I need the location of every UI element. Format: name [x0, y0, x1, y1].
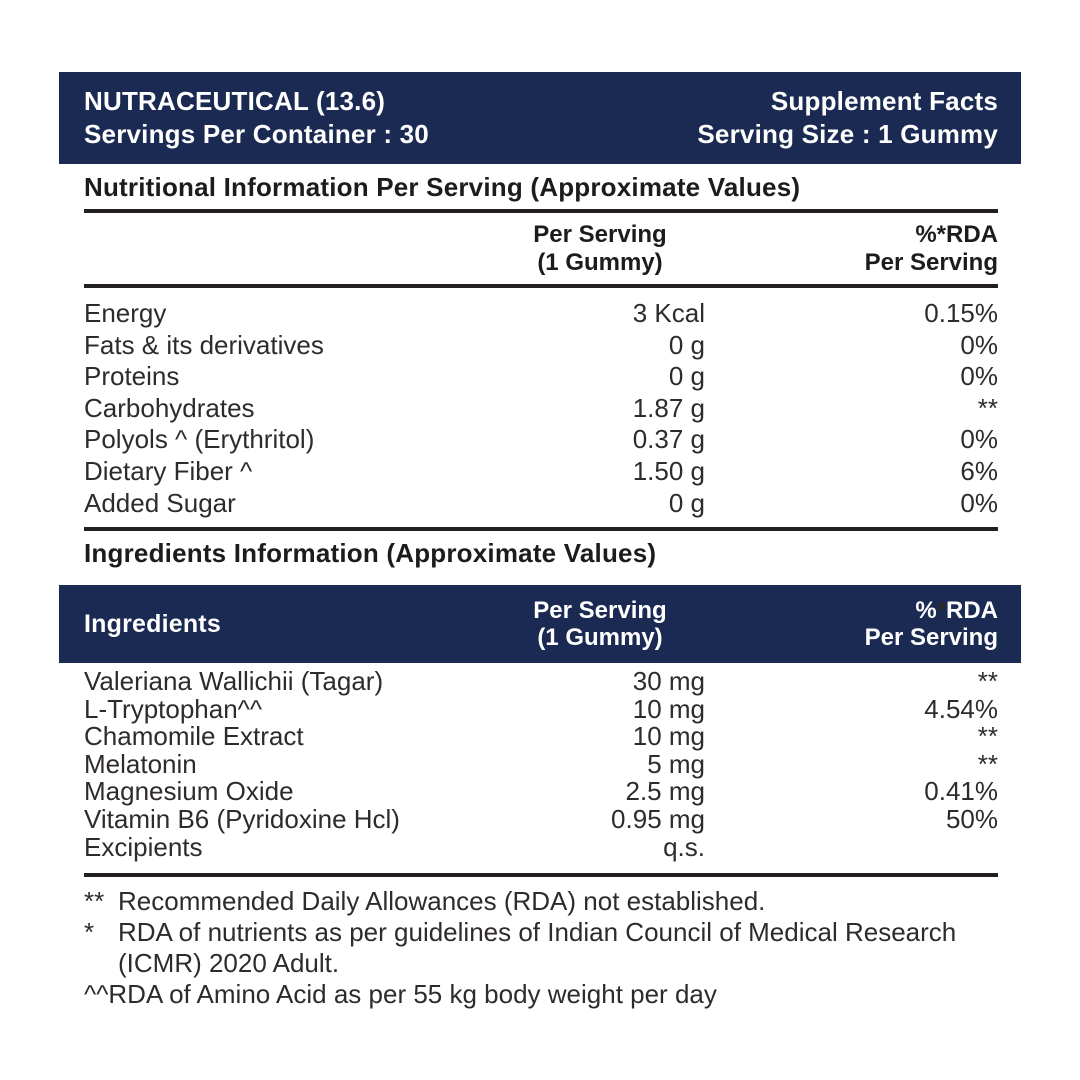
table-row — [84, 393, 998, 425]
footnote-icmr-guidelines — [84, 917, 998, 979]
table-row — [84, 693, 998, 724]
table-row — [84, 803, 998, 834]
rda-header-line1 — [705, 221, 998, 249]
nutrient-amount: 1.87 g — [632, 392, 705, 423]
supplement-facts-title: Supplement Facts — [770, 86, 998, 116]
rda-label: RDA — [946, 597, 998, 624]
ingredients-table-header-band — [59, 585, 1021, 663]
ingredient-label: Vitamin B6 (Pyridoxine Hcl) — [84, 803, 400, 834]
ingredient-amount: 5 mg — [647, 748, 705, 779]
ingredients-table-body — [84, 668, 998, 861]
table-row — [84, 361, 998, 393]
one-gummy-label: (1 Gummy) — [537, 249, 663, 276]
footnote-text — [118, 917, 998, 979]
ingredient-label: L-Tryptophan^^ — [84, 693, 263, 724]
nutrient-amount: 0.37 g — [632, 424, 705, 455]
nutrient-amount: 0 g — [668, 329, 705, 360]
ingredient-label: Chamomile Extract — [84, 721, 304, 752]
nutrient-amount: 3 Kcal — [632, 298, 705, 328]
table-row — [84, 778, 998, 806]
divider-rule — [84, 209, 998, 213]
table-row — [84, 723, 998, 751]
divider-rule — [84, 873, 998, 877]
percent-sign: % — [915, 221, 937, 248]
ingredient-rda — [705, 834, 998, 862]
nutrition-table-header — [84, 221, 998, 277]
divider-rule — [84, 527, 998, 531]
table-row — [84, 668, 998, 696]
nutrient-amount: 0 g — [668, 487, 705, 518]
rda-column-header — [705, 221, 998, 277]
table-row — [84, 330, 998, 362]
per-serving-column-header — [495, 221, 705, 277]
ingredient-rda: 4.54% — [924, 693, 998, 724]
nutrient-label: Energy — [84, 298, 167, 328]
table-row — [84, 424, 998, 456]
nutrition-table-body — [84, 298, 998, 519]
ingredient-label: Excipients — [84, 831, 203, 862]
header-left-block — [84, 85, 429, 151]
rda-header-line1 — [705, 597, 998, 624]
ingredient-amount: 0.95 mg — [611, 803, 705, 834]
per-serving-column-header — [495, 597, 705, 651]
rda-label: RDA — [946, 221, 998, 248]
footnote-amino-acid-rda — [84, 979, 998, 1010]
header-right-block — [697, 85, 998, 151]
ingredients-column-header: Ingredients — [84, 609, 221, 638]
ingredient-rda: ** — [977, 748, 998, 779]
nutrient-rda: 0.15% — [924, 298, 998, 328]
rda-header-line2: Per Serving — [864, 624, 998, 651]
footnote-text-line1: RDA of nutrients as per guidelines of Indian Council of Medical Research — [118, 917, 957, 947]
nutrient-label: Fats & its derivatives — [84, 329, 324, 360]
per-serving-label: Per Serving — [533, 221, 667, 248]
table-row — [84, 456, 998, 488]
nutrient-label: Dietary Fiber ^ — [84, 455, 253, 486]
nutrient-rda: ** — [977, 392, 998, 423]
nutrient-rda: 0% — [960, 361, 998, 392]
nutrient-amount: 1.50 g — [632, 455, 705, 486]
nutrient-rda: 6% — [960, 455, 998, 486]
per-serving-label: Per Serving — [533, 597, 667, 624]
ingredient-label: Melatonin — [84, 748, 197, 779]
nutrient-label: Proteins — [84, 361, 180, 392]
supplement-facts-header-band — [59, 72, 1021, 164]
asterisk-marker: * — [936, 597, 946, 624]
nutrient-amount: 0 g — [668, 361, 705, 392]
product-name: NUTRACEUTICAL (13.6) — [84, 86, 386, 116]
nutrition-section-title: Nutritional Information Per Serving (Approximate Values) — [84, 172, 801, 202]
footnote-marker: * — [84, 917, 95, 947]
footnotes — [84, 886, 998, 1010]
table-row — [84, 298, 998, 330]
table-row — [84, 488, 998, 520]
nutrient-label: Polyols ^ (Erythritol) — [84, 424, 315, 455]
servings-per-container: Servings Per Container : 30 — [84, 119, 429, 149]
nutrition-header-spacer — [84, 221, 495, 277]
ingredient-rda: 50% — [945, 803, 998, 834]
rda-column-header — [705, 597, 998, 651]
footnote-text: Recommended Daily Allowances (RDA) not established. — [118, 886, 766, 916]
ingredients-section-title: Ingredients Information (Approximate Values) — [84, 538, 657, 568]
nutrient-rda: 0% — [960, 424, 998, 455]
table-row — [84, 831, 998, 862]
ingredient-amount: 30 mg — [632, 666, 705, 696]
ingredient-rda: ** — [977, 666, 998, 696]
nutrient-rda: 0% — [960, 329, 998, 360]
serving-size: Serving Size : 1 Gummy — [697, 119, 998, 149]
nutrient-label: Carbohydrates — [84, 392, 255, 423]
one-gummy-label: (1 Gummy) — [537, 624, 663, 651]
divider-rule — [84, 284, 998, 288]
ingredient-amount: q.s. — [663, 831, 705, 862]
footnote-marker: ** — [84, 886, 105, 916]
ingredient-label: Valeriana Wallichii (Tagar) — [84, 666, 384, 696]
nutrient-label: Added Sugar — [84, 487, 236, 518]
ingredient-amount: 10 mg — [632, 693, 705, 724]
nutrient-rda: 0% — [960, 487, 998, 518]
table-row — [84, 748, 998, 779]
ingredient-label: Magnesium Oxide — [84, 776, 294, 807]
asterisk-marker: * — [936, 221, 946, 248]
ingredient-rda: ** — [977, 721, 998, 752]
ingredient-rda: 0.41% — [924, 776, 998, 807]
footnote-text-line2: (ICMR) 2020 Adult. — [118, 948, 340, 978]
percent-sign: % — [915, 597, 937, 624]
ingredient-amount: 2.5 mg — [625, 776, 705, 807]
footnote-text: ^^RDA of Amino Acid as per 55 kg body weight per day — [84, 979, 717, 1009]
footnote-rda-not-established — [84, 886, 998, 917]
rda-header-line2: Per Serving — [864, 249, 998, 276]
ingredient-amount: 10 mg — [632, 721, 705, 752]
